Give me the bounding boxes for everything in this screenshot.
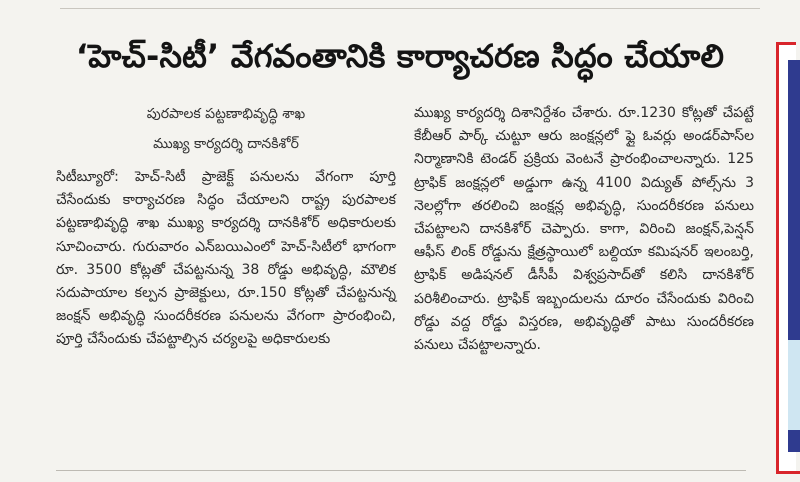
bottom-divider: [56, 470, 746, 471]
adjacent-ad-panel-bottom: [788, 430, 800, 452]
article-left-column: [56, 100, 396, 352]
adjacent-ad-frame-bottom: [776, 471, 800, 474]
article-body-right: ముఖ్య కార్యదర్శి దిశానిర్దేశం చేశారు. రూ.1230 కోట్లతో చేపట్టే కేబీఆర్‌ పార్క్‌ చుట్టూ ఆరు జంక్షన్లలో ఫ్లై ఓవర్లు అండర్‌పాస్‌ల నిర్మాణానికి టెండర్‌ ప్రక్రియ వెంటనే ప్రారంభించాలన్నారు. 125 ట్రాఫిక్‌ జంక్షన్లలో అడ్డుగా ఉన్న 4100 విద్యుత్‌ పోల్స్‌ను 3 నెలల్లోగా తరలించి జంక్షన్ల అభివృద్ధి, సుందరీకరణ పనులు చేపట్టాలని దానకిశోర్‌ చెప్పారు. కాగా, విరించి జంక్షన్‌,పెన్షన్‌ ఆఫీస్‌ లింక్‌ రోడ్డును క్షేత్రస్థాయిలో బల్దియా కమిషనర్‌ ఇలంబర్తి, ట్రాఫిక్‌ అడిషనల్‌ డీసీపీ విశ్వప్రసాద్‌తో కలిసి దానకిశోర్‌ పరిశీలించారు. ట్రాఫిక్‌ ఇబ్బందులను దూరం చేసేందుకు విరించి రోడ్డు వద్ద రోడ్డు విస్తరణ, అభివృద్ధితో పాటు సుందరీకరణ పనులు చేపట్టాలన్నారు.: [414, 105, 754, 354]
article-headline: ‘హెచ్‌-సిటీ’ వేగవంతానికి కార్యాచరణ సిద్ధం చేయాలి: [75, 37, 725, 75]
article-body-left: సిటీబ్యూరో: హెచ్‌-సిటీ ప్రాజెక్ట్‌ పనులను వేగంగా పూర్తి చేసేందుకు కార్యాచరణ సిద్ధం చేయాలని రాష్ట్ర పురపాలక పట్టణాభివృద్ధి శాఖ ముఖ్య కార్యదర్శి దానకిశోర్‌ అధికారులకు సూచించారు. గురువారం ఎన్‌బయిఎంలో హెచ్‌-సిటీలో భాగంగా రూ. 3500 కోట్లతో చేపట్టనున్న 38 రోడ్డు అభివృద్ధి, మౌలిక సదుపాయాల కల్పన ప్రాజెక్టులు, రూ.150 కోట్లతో చేపట్టనున్న జంక్షన్‌ అభివృద్ధి సుందరీకరణ పనులను వేగంగా ప్రారంభించి, పూర్తి చేసేందుకు చేపట్టాల్సిన చర్యలపై అధికారులకు: [56, 169, 396, 348]
byline-department: పురపాలక పట్టణాభివృద్ధి శాఖ: [146, 106, 306, 122]
article-byline: [56, 102, 396, 156]
byline-official: ముఖ్య కార్యదర్శి దానకిశోర్‌: [153, 136, 299, 152]
top-divider: [60, 8, 760, 9]
article-right-column: [414, 102, 754, 357]
adjacent-ad-panel-middle: [788, 340, 800, 430]
adjacent-ad-panel-top: [788, 60, 800, 340]
